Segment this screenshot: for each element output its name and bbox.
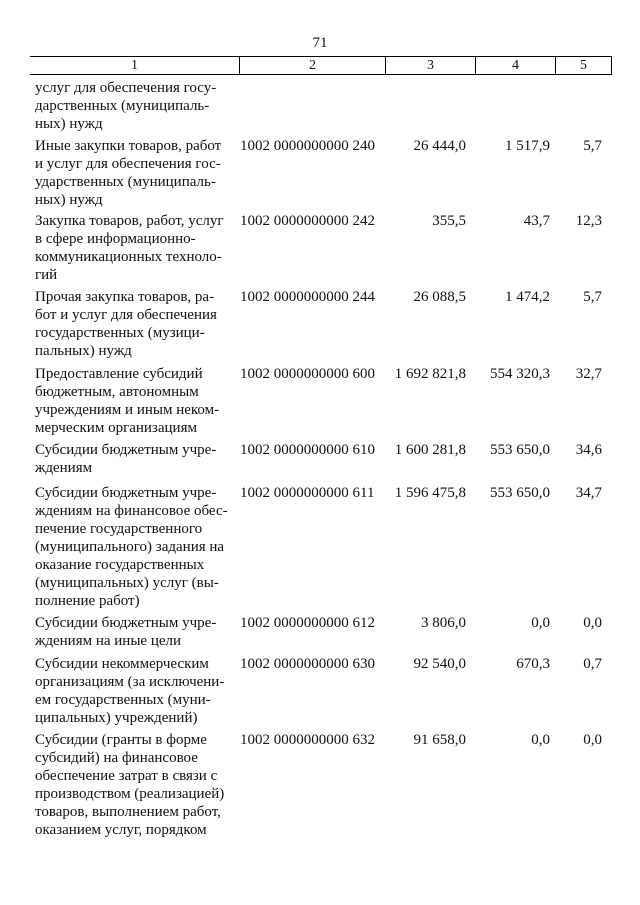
row-value-5: 0,0 [583, 732, 602, 748]
row-value-5: 0,0 [583, 615, 602, 631]
row-code: 1002 0000000000 244 [240, 289, 375, 305]
table-header [30, 56, 612, 75]
row-value-5: 12,3 [575, 213, 602, 229]
row-value-3: 91 658,0 [413, 732, 466, 748]
row-name: услуг для обеспечения госу- дарственных (муниципаль- ных) нужд [35, 80, 217, 132]
row-value-3: 1 600 281,8 [394, 442, 466, 458]
row-code: 1002 0000000000 632 [240, 732, 375, 748]
row-value-3: 26 444,0 [413, 138, 466, 154]
column-header-4: 4 [475, 57, 555, 74]
row-value-4: 553 650,0 [490, 442, 550, 458]
row-value-3: 1 596 475,8 [394, 485, 466, 501]
row-value-4: 1 517,9 [505, 138, 550, 154]
row-value-4: 0,0 [531, 732, 550, 748]
row-code: 1002 0000000000 600 [240, 366, 375, 382]
row-value-3: 92 540,0 [413, 656, 466, 672]
row-name: Закупка товаров, работ, услуг в сфере информационно- коммуникационных техноло- гий [35, 213, 224, 283]
row-value-4: 670,3 [516, 656, 550, 672]
row-value-3: 26 088,5 [413, 289, 466, 305]
row-value-3: 1 692 821,8 [394, 366, 466, 382]
row-name: Субсидии бюджетным учре- ждениям на иные цели [35, 615, 217, 649]
row-value-3: 355,5 [432, 213, 466, 229]
row-name: Субсидии (гранты в форме субсидий) на финансовое обеспечение затрат в связи с производством (реализацией) товаров, выполнением работ, оказанием услуг, порядком [35, 732, 225, 838]
row-value-4: 43,7 [523, 213, 550, 229]
column-header-2: 2 [239, 57, 385, 74]
page-number: 71 [312, 35, 328, 51]
row-value-3: 3 806,0 [421, 615, 466, 631]
row-code: 1002 0000000000 612 [240, 615, 375, 631]
row-code: 1002 0000000000 611 [240, 485, 375, 501]
row-name: Прочая закупка товаров, ра- бот и услуг для обеспечения государственных (музици- пальных) нужд [35, 289, 217, 359]
row-value-4: 553 650,0 [490, 485, 550, 501]
row-value-5: 0,7 [583, 656, 602, 672]
row-value-4: 554 320,3 [490, 366, 550, 382]
row-value-5: 5,7 [583, 289, 602, 305]
row-code: 1002 0000000000 240 [240, 138, 375, 154]
row-name: Иные закупки товаров, работ и услуг для обеспечения гос- ударственных (муниципаль- ных) нужд [35, 138, 222, 208]
column-header-1: 1 [131, 58, 138, 73]
row-name: Субсидии бюджетным учре- ждениям на финансовое обес- печение государственного (муниципального) задания на оказание государственных (муниципальных) услуг (вы- полнение работ) [35, 485, 228, 609]
row-value-5: 34,6 [575, 442, 602, 458]
row-code: 1002 0000000000 610 [240, 442, 375, 458]
row-value-5: 5,7 [583, 138, 602, 154]
row-value-4: 0,0 [531, 615, 550, 631]
row-value-5: 32,7 [575, 366, 602, 382]
row-value-4: 1 474,2 [505, 289, 550, 305]
row-value-5: 34,7 [575, 485, 602, 501]
column-header-3: 3 [385, 57, 475, 74]
row-code: 1002 0000000000 242 [240, 213, 375, 229]
row-code: 1002 0000000000 630 [240, 656, 375, 672]
row-name: Субсидии бюджетным учре- ждениям [35, 442, 217, 476]
row-name: Предоставление субсидий бюджетным, автономным учреждениям и иным неком- мерческим организациям [35, 366, 220, 436]
column-header-5: 5 [555, 57, 612, 74]
row-name: Субсидии некоммерческим организациям (за исключени- ем государственных (муни- ципальных) учреждений) [35, 656, 225, 726]
